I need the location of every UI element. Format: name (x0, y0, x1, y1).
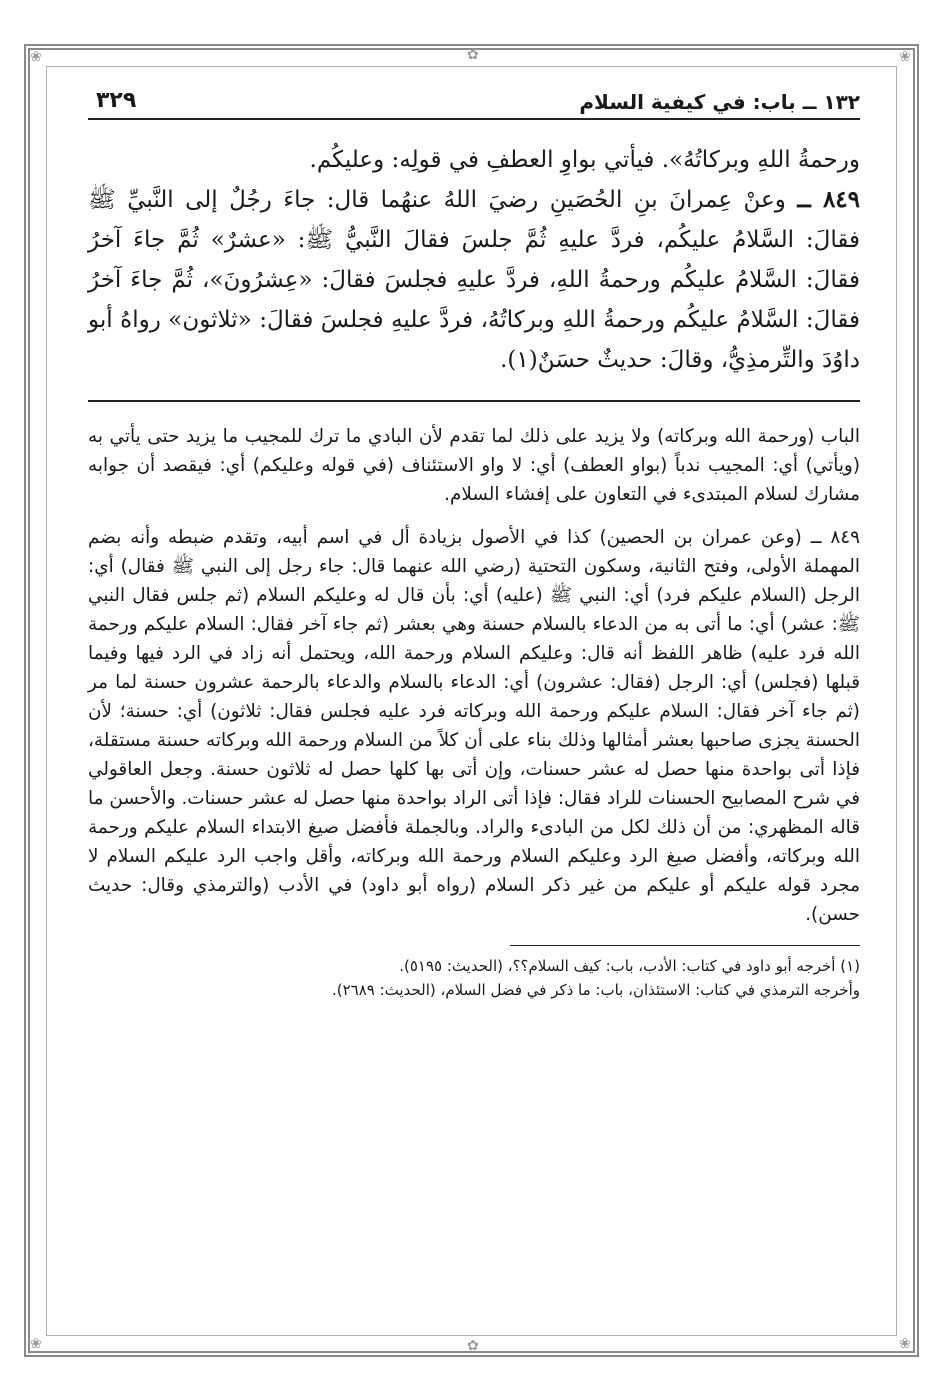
section-divider (88, 400, 860, 402)
hadith-paragraph (88, 180, 860, 380)
corner-ornament-icon: ❀ (899, 1336, 911, 1352)
commentary-paragraph: الباب (ورحمة الله وبركاته) ولا يزيد على ذلك لما تقدم لأن البادي ما ترك للمجيب ما يزيد حتى يأتي به (ويأتي) أي: المجيب ندباً (بواو العطف) أي: لا واو الاستئناف (في قوله وعليكم) أي: فيقصد أن جوابه مشارك لسلام المبتدىء في التعاون على إفشاء السلام. (88, 426, 860, 505)
corner-ornament-icon: ❀ (30, 1336, 42, 1352)
commentary-block (88, 422, 860, 929)
hadith-text-block (88, 140, 860, 380)
footnote: وأخرجه الترمذي في كتاب: الاستئذان، باب: ما ذكر في فضل السلام، (الحديث: ٢٦٨٩). (331, 981, 860, 999)
corner-ornament-icon: ❀ (30, 49, 42, 65)
hadith-body: وعنْ عِمرانَ بنِ الحُصَينِ رضيَ اللهُ عنهُما قال: جاءَ رجُلٌ إلى النَّبيِّ ﷺ فقالَ: السَّلامُ عليكُم، فردَّ عليهِ ثُمَّ جلسَ فقالَ النَّبيُّ ﷺ: «عشرٌ» ثُمَّ جاءَ آخرُ فقالَ: السَّلامُ عليكُم ورحمةُ اللهِ، فردَّ عليهِ فجلسَ فقالَ: «عِشرُونَ»، ثُمَّ جاءَ آخرُ فقالَ: السَّلامُ عليكُم ورحمةُ اللهِ وبركاتُهُ، فردَّ عليهِ فجلسَ فقالَ: «ثلاثون» رواهُ أبو داوُدَ والتِّرمذِيُّ، وقالَ: حديثٌ حسَنٌ(١). (88, 187, 860, 373)
top-ornament-icon: ✿ (467, 47, 479, 63)
book-page (88, 84, 860, 1284)
chapter-title: ١٣٢ ــ باب: في كيفية السلام (579, 90, 860, 114)
footnote-divider (510, 945, 860, 946)
page-number: ٣٢٩ (96, 88, 137, 113)
hadith-continuation: ورحمةُ اللهِ وبركاتُهُ». فيأتي بواوِ العطفِ في قولِه: وعليكُم. (309, 147, 860, 173)
footnote: (١) أخرجه أبو داود في كتاب: الأدب، باب: كيف السلام؟؟، (الحديث: ٥١٩٥). (399, 957, 860, 975)
corner-ornament-icon: ❀ (899, 49, 911, 65)
running-header (88, 84, 860, 120)
commentary-paragraph: ٨٤٩ ــ (وعن عمران بن الحصين) كذا في الأصول بزيادة أل في اسم أبيه، وتقدم ضبطه وأنه بضم المهملة الأولى، وفتح الثانية، وسكون التحتية (رضي الله عنهما قال: جاء رجل إلى النبي ﷺ فقال) أي: الرجل (السلام عليكم فرد) أي: النبي ﷺ (عليه) أي: بأن قال له وعليكم السلام (ثم جلس فقال النبي ﷺ: عشر) أي: ما أتى به من الدعاء بالسلام حسنة وهي بعشر (ثم جاء آخر فقال: السلام عليكم ورحمة الله فرد عليه) ظاهر اللفظ أنه قال: وعليكم السلام ورحمة الله، ويحتمل أنه زاد في الرد فيها وفيما قبلها (فجلس) أي: الرجل (فقال: عشرون) أي: الدعاء بالسلام والدعاء بالرحمة عشرون حسنة لما مر (ثم جاء آخر فقال: السلام عليكم ورحمة الله وبركاته فرد عليه فجلس فقال: ثلاثون) أي: حسنة؛ لأن الحسنة يجزى صاحبها بعشر أمثالها وذلك بناء على أن كلاً من السلام ورحمة الله وبركاته حسنة مستقلة، فإذا أتى بواحدة منها حصل له عشر حسنات، وإن أتى بها كلها حصل له ثلاثون حسنة. وجعل العاقولي في شرح المصابيح الحسنات للراد فقال: فإذا أتى الراد بواحدة منها حصل له عشر حسنات. والأحسن ما قاله المظهري: من أن ذلك لكل من البادىء والراد. وبالجملة فأفضل صيغ الابتداء السلام عليكم ورحمة الله وبركاته، وأفضل صيغ الرد وعليكم السلام ورحمة الله وبركاته، وأقل واجب الرد عليكم السلام لا مجرد قوله عليكم أو عليكم من غير ذكر السلام (رواه أبو داود) في الأدب (والترمذي وقال: حديث حسن). (88, 527, 860, 925)
footnotes (88, 954, 860, 1002)
hadith-number: ٨٤٩ ــ (797, 186, 860, 213)
bottom-ornament-icon: ✿ (467, 1338, 479, 1354)
